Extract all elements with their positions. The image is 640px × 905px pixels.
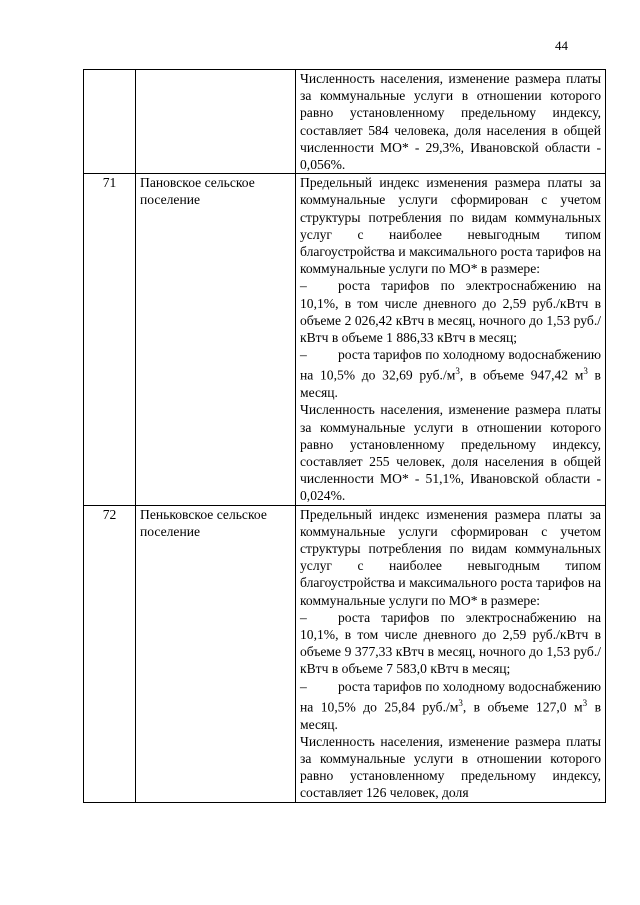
electricity-text: роста тарифов по электроснабжению на 10,1%, в том числе дневного до 2,59 руб./кВтч в объеме 9 377,33 кВтч в месяц, ночного до 1,53 руб./кВтч в объеме 7 583,0 кВтч в месяц; xyxy=(300,609,601,677)
row-number xyxy=(84,70,136,174)
water-text-c: в месяц. xyxy=(300,367,601,401)
dash-marker: – xyxy=(300,609,307,625)
superscript: 3 xyxy=(583,366,588,377)
municipality-name xyxy=(136,70,296,174)
description-cell xyxy=(296,70,606,174)
page-number: 44 xyxy=(555,38,568,53)
municipality-name: Пеньковское сельское поселение xyxy=(136,505,296,802)
water-text-a: роста тарифов по холодному водоснабжению на 10,5% до 32,69 руб./м xyxy=(300,347,601,383)
superscript: 3 xyxy=(582,697,588,708)
superscript: 3 xyxy=(458,697,463,708)
dash-marker: – xyxy=(300,678,307,694)
water-text-b: , в объеме 947,42 м xyxy=(459,367,584,383)
population-paragraph: Численность населения, изменение размера платы за коммунальные услуги в отношении которого равно установленному предельному индексу, составляет 126 человек, доля xyxy=(300,733,601,801)
population-paragraph: Численность населения, изменение размера платы за коммунальные услуги в отношении которого равно установленному предельному индексу, составляет 584 человека, доля населения в общей численности МО* - 29,3%, Ивановской области - 0,056%. xyxy=(300,71,601,173)
row-number: 72 xyxy=(84,505,136,802)
water-bullet xyxy=(300,346,601,401)
description-cell xyxy=(296,505,606,802)
population-paragraph: Численность населения, изменение размера платы за коммунальные услуги в отношении которого равно установленному предельному индексу, составляет 255 человек, доля населения в общей численности МО* - 51,1%, Ивановской области - 0,024%. xyxy=(300,402,601,504)
municipality-name: Пановское сельское поселение xyxy=(136,174,296,505)
water-text-c: в месяц. xyxy=(300,699,601,732)
water-bullet xyxy=(300,678,601,733)
intro-paragraph: Предельный индекс изменения размера платы за коммунальные услуги сформирован с учетом структуры потребления по видам коммунальных услуг с наиболее невыгодным типом благоустройства и максимального роста тарифов на коммунальные услуги по МО* в размере: xyxy=(300,175,601,277)
water-text-b: , в объеме 127,0 м xyxy=(462,699,583,715)
table-row xyxy=(84,505,606,802)
intro-paragraph: Предельный индекс изменения размера платы за коммунальные услуги сформирован с учетом структуры потребления по видам коммунальных услуг с наиболее невыгодным типом благоустройства и максимального роста тарифов на коммунальные услуги по МО* в размере: xyxy=(300,506,601,608)
dash-marker: – xyxy=(300,278,307,294)
water-text-a: роста тарифов по холодному водоснабжению на 10,5% до 25,84 руб./м xyxy=(300,678,601,715)
electricity-bullet xyxy=(300,277,601,346)
tariff-table xyxy=(83,69,606,803)
dash-marker: – xyxy=(300,347,307,363)
electricity-bullet xyxy=(300,609,601,678)
description-cell xyxy=(296,174,606,505)
electricity-text: роста тарифов по электроснабжению на 10,1%, в том числе дневного до 2,59 руб./кВтч в объеме 2 026,42 кВтч в месяц, ночного до 1,53 руб./кВтч в объеме 1 886,33 кВтч в месяц; xyxy=(300,278,601,346)
row-number: 71 xyxy=(84,174,136,505)
table-row xyxy=(84,70,606,174)
superscript: 3 xyxy=(455,366,460,377)
table-row xyxy=(84,174,606,505)
